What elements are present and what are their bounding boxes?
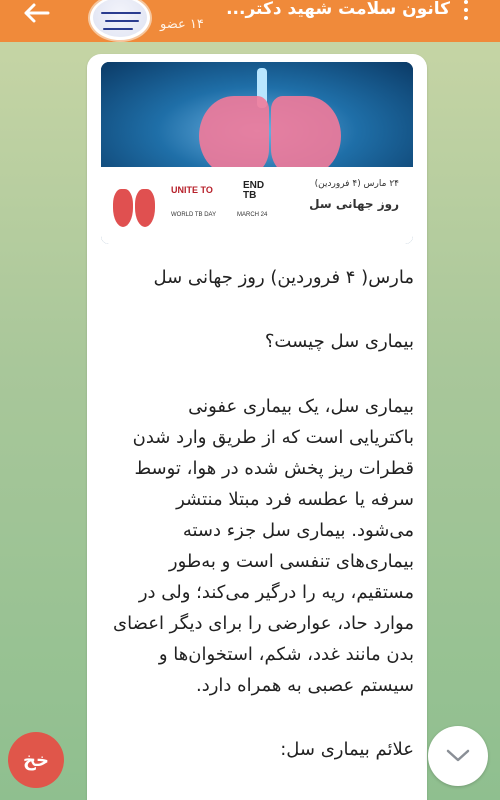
more-vertical-icon[interactable]: [456, 0, 476, 28]
body-line: بدن مانند غدد، شکم، استخوان‌ها و: [158, 644, 414, 665]
body-line: سیستم عصبی به همراه دارد.: [195, 675, 414, 696]
message-line-title: مارس( ۴ فروردین) روز جهانی سل: [153, 267, 414, 288]
chat-header: [0, 0, 500, 42]
symptoms-heading: علائم بیماری سل:: [280, 739, 414, 760]
body-line: می‌شود. بیماری سل جزء دسته: [182, 520, 414, 541]
channel-avatar[interactable]: [88, 0, 152, 42]
body-line: مستقیم، ریه را درگیر می‌کند؛ ولی در: [138, 582, 414, 603]
member-count: ۱۴ عضو: [160, 17, 204, 32]
body-line: باکتریایی است که از طریق وارد شدن: [132, 427, 414, 448]
back-arrow-icon[interactable]: [22, 2, 54, 24]
message-image[interactable]: [101, 62, 413, 244]
avatar-logo: [93, 0, 147, 37]
banner-title: روز جهانی سل: [309, 197, 399, 211]
channel-title[interactable]: کانون سلامت شهید دکتر...: [226, 0, 450, 19]
arrow-back-icon: [22, 2, 50, 24]
body-line: بیماری سل، یک بیماری عفونی: [188, 396, 414, 417]
lung-logo-icon: [111, 189, 157, 229]
body-line: قطرات ریز پخش شده در هوا، توسط: [134, 458, 414, 479]
body-line: بیماری‌های تنفسی است و به‌طور: [168, 551, 414, 572]
world-tb-day-text: WORLD TB DAY: [171, 212, 217, 218]
body-line: موارد حاد، عوارضی را برای دیگر اعضای: [113, 613, 414, 634]
end-tb-text: END TB: [243, 180, 265, 201]
chevron-down-icon: [445, 748, 471, 764]
lungs-illustration: [101, 62, 413, 177]
unite-to-text: UNITE TO: [171, 185, 213, 195]
banner-date: ۲۴ مارس (۴ فروردین): [314, 179, 399, 189]
message-question: بیماری سل چیست؟: [264, 331, 414, 352]
scroll-down-button[interactable]: [428, 726, 488, 786]
user-avatar[interactable]: خخ: [8, 732, 64, 788]
march-24-text: MARCH 24: [237, 212, 268, 218]
body-line: سرفه یا عطسه فرد مبتلا منتشر: [176, 489, 414, 510]
tb-day-banner: [101, 167, 413, 244]
